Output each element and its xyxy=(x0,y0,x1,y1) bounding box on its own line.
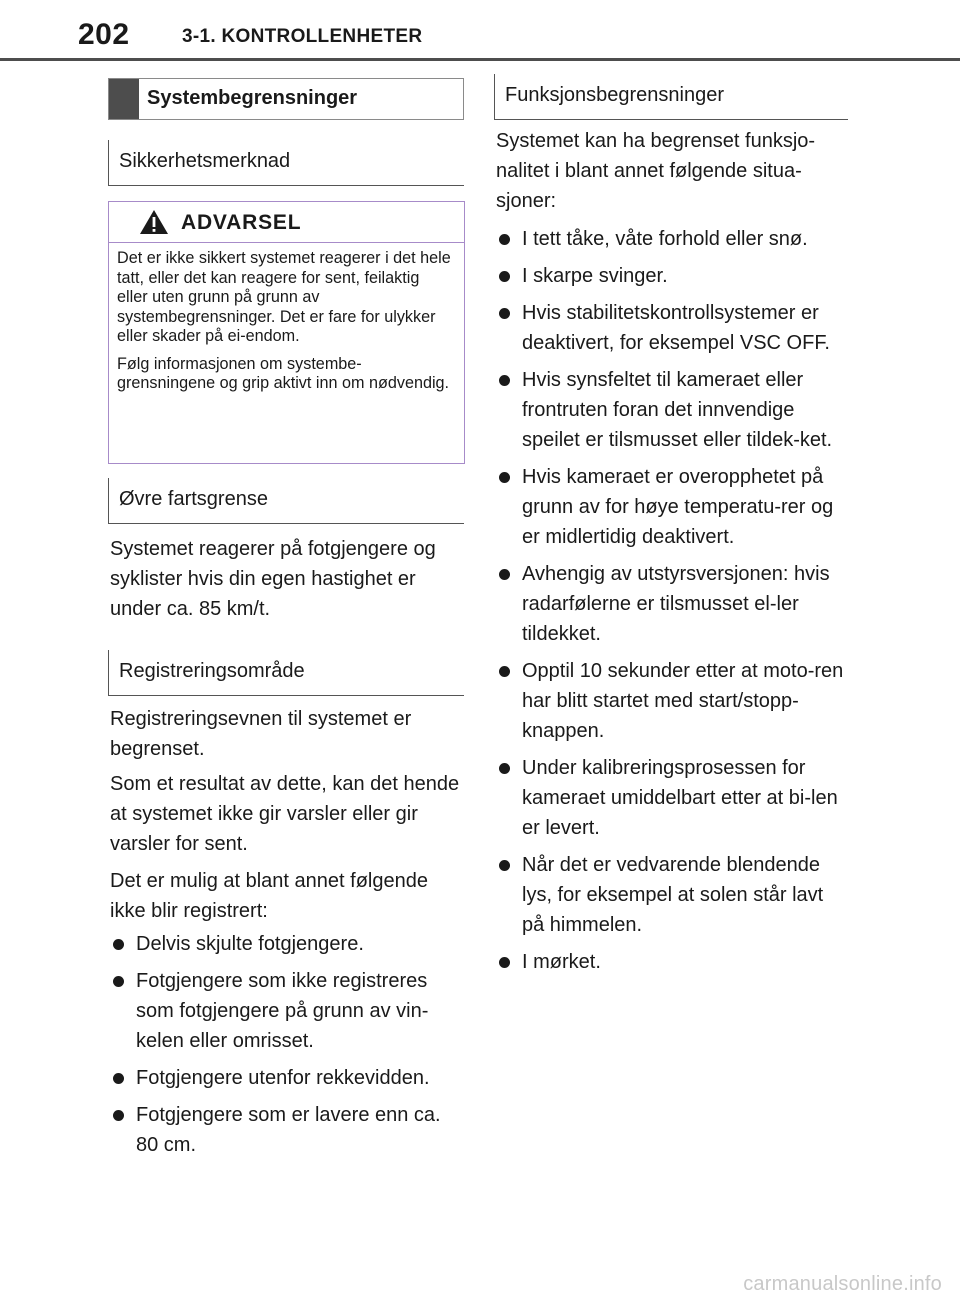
bullet-dot-icon xyxy=(499,957,510,968)
list-item xyxy=(496,753,848,843)
list-item xyxy=(496,656,848,746)
bullet-dot-icon xyxy=(499,472,510,483)
subheading-speed-limit xyxy=(108,478,464,524)
warning-paragraph: Det er ikke sikkert systemet reagerer i det hele tatt, eller det kan reagere for sent, feilaktig eller uten grunn på grunn av systembegrensninger. Det er fare for ulykker eller skader på ei-endom. xyxy=(117,249,451,345)
list-item-text: Hvis kameraet er overopphetet på grunn av for høye temperatu-rer og er midlertidig deaktivert. xyxy=(522,466,834,548)
list-item-text: Delvis skjulte fotgjengere. xyxy=(136,933,364,955)
function-bullet-list xyxy=(496,224,848,984)
list-item-text: Fotgjengere som ikke registreres som fotgjengere på grunn av vin-kelen eller omrisset. xyxy=(136,970,429,1052)
bullet-dot-icon xyxy=(499,375,510,386)
list-item-text: Fotgjengere utenfor rekkevidden. xyxy=(136,1067,430,1089)
bullet-dot-icon xyxy=(499,666,510,677)
watermark: carmanualsonline.info xyxy=(743,1273,942,1295)
bullet-dot-icon xyxy=(113,976,124,987)
list-item xyxy=(110,929,460,959)
list-item-text: Under kalibreringsprosessen for kameraet umiddelbart etter at bi-len er levert. xyxy=(522,757,838,839)
list-item-text: I mørket. xyxy=(522,951,601,973)
list-item xyxy=(496,947,848,977)
list-item xyxy=(496,559,848,649)
list-item-text: Når det er vedvarende blendende lys, for eksempel at solen står lavt på himmelen. xyxy=(522,854,824,936)
list-item xyxy=(110,966,460,1056)
range-bullet-list xyxy=(110,929,460,1167)
subheading-safety xyxy=(108,140,464,186)
intro-paragraph: Systemet kan ha begrenset funksjo-nalitet i blant annet følgende situa-sjoner: xyxy=(496,130,816,212)
list-item xyxy=(496,224,848,254)
bullet-dot-icon xyxy=(113,1110,124,1121)
list-item-text: Hvis stabilitetskontrollsystemer er deaktivert, for eksempel VSC OFF. xyxy=(522,302,830,354)
chapter-title: 3-1. KONTROLLENHETER xyxy=(182,26,423,47)
warning-title: ADVARSEL xyxy=(181,211,302,234)
list-item-text: Hvis synsfeltet til kameraet eller frontruten foran det innvendige speilet er tilsmusset eller tildek-ket. xyxy=(522,369,833,451)
bullet-dot-icon xyxy=(499,234,510,245)
list-item xyxy=(496,365,848,455)
subheading-label: Registreringsområde xyxy=(119,660,305,682)
list-item xyxy=(110,1100,460,1160)
header-divider xyxy=(0,58,960,61)
range-paragraph: Registreringsevnen til systemet er begrenset. xyxy=(110,708,412,760)
list-item xyxy=(110,1063,460,1093)
list-item-text: I tett tåke, våte forhold eller snø. xyxy=(522,228,808,250)
bullet-dot-icon xyxy=(499,308,510,319)
range-paragraph: Som et resultat av dette, kan det hende at systemet ikke gir varsler eller gir varsler for sent. xyxy=(110,773,460,855)
section-tab xyxy=(109,79,139,119)
bullet-dot-icon xyxy=(499,860,510,871)
speed-paragraph: Systemet reagerer på fotgjengere og syklister hvis din egen hastighet er under ca. 85 km/t. xyxy=(110,538,436,620)
list-item-text: Avhengig av utstyrsversjonen: hvis radarfølerne er tilsmusset el-ler tildekket. xyxy=(522,563,830,645)
list-item xyxy=(496,462,848,552)
warning-paragraph: Følg informasjonen om systembe-grensningene og grip aktivt inn om nødvendig. xyxy=(117,354,450,392)
list-item xyxy=(496,850,848,940)
warning-box xyxy=(108,201,465,464)
subheading-label: Sikkerhetsmerknad xyxy=(119,150,291,172)
list-item xyxy=(496,261,848,291)
page-number: 202 xyxy=(78,18,130,51)
subheading-label: Øvre fartsgrense xyxy=(119,488,268,510)
bullet-dot-icon xyxy=(499,271,510,282)
subheading-detection-range xyxy=(108,650,464,696)
list-item-text: Fotgjengere som er lavere enn ca. 80 cm. xyxy=(136,1104,441,1156)
subheading-function-limits xyxy=(494,74,848,120)
range-paragraph: Det er mulig at blant annet følgende ikke blir registrert: xyxy=(110,870,428,922)
list-item-text: Opptil 10 sekunder etter at moto-ren har blitt startet med start/stopp-knappen. xyxy=(522,660,844,742)
warning-body xyxy=(109,243,464,394)
subheading-label: Funksjonsbegrensninger xyxy=(505,84,725,106)
bullet-dot-icon xyxy=(499,569,510,580)
list-item-text: I skarpe svinger. xyxy=(522,265,668,287)
warning-triangle-icon xyxy=(139,209,169,235)
bullet-dot-icon xyxy=(113,939,124,950)
bullet-dot-icon xyxy=(499,763,510,774)
section-heading-systembegrensninger xyxy=(108,78,464,120)
list-item xyxy=(496,298,848,358)
section-title: Systembegrensninger xyxy=(147,87,358,109)
page-header xyxy=(0,0,960,62)
bullet-dot-icon xyxy=(113,1073,124,1084)
warning-header xyxy=(109,202,464,243)
